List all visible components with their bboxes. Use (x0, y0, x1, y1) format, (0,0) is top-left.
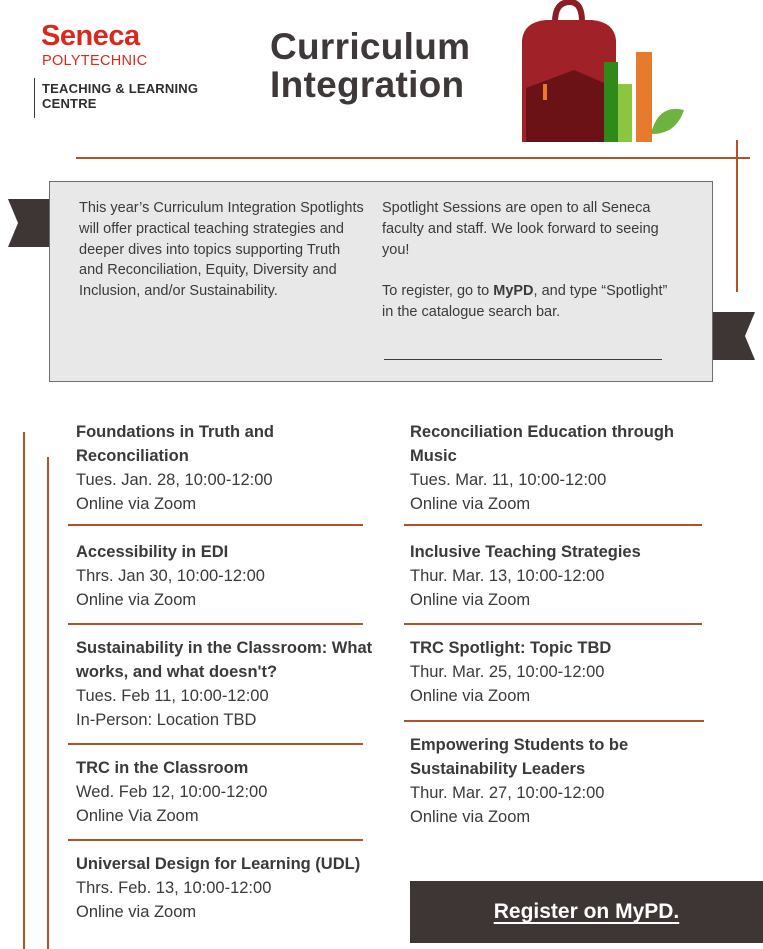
session-title: Reconciliation Education through Music (410, 423, 674, 465)
intro-left-text: This year’s Curriculum Integration Spotlights will offer practical teaching strategies and deeper dives into topics supporting Truth and Reconciliation, Equity, Diversity and Inclusion, and/or Sustainability. (79, 200, 364, 300)
session-separator (404, 524, 702, 526)
left-ribbon-decoration (8, 199, 52, 247)
title-line-2: Integration (270, 64, 465, 105)
session-location: Online via Zoom (410, 687, 531, 705)
session-item (410, 636, 710, 708)
session-date: Tues. Jan. 28, 10:00-12:00 (76, 471, 273, 489)
session-item (76, 420, 376, 516)
right-ribbon-decoration (712, 312, 755, 360)
register-on-mypd-link[interactable]: Register on MyPD. (493, 900, 680, 923)
session-separator (68, 623, 363, 625)
session-separator (404, 623, 702, 625)
session-separator (68, 524, 363, 526)
logo-divider (34, 78, 35, 118)
session-date: Thur. Mar. 27, 10:00-12:00 (410, 784, 605, 802)
leaf-icon (652, 109, 684, 134)
book-green-dark-icon (604, 62, 618, 142)
left-vertical-line-inner (47, 457, 49, 949)
header-divider-line (76, 157, 750, 159)
session-separator (404, 720, 704, 722)
session-title: Sustainability in the Classroom: What works, and what doesn't? (76, 639, 373, 681)
session-item (76, 540, 376, 612)
session-title: Inclusive Teaching Strategies (410, 543, 641, 561)
seneca-logo-wordmark: Seneca (41, 20, 140, 52)
session-separator (68, 743, 363, 745)
register-suffix: , and type “Spotlight” in the catalogue search bar. (382, 283, 668, 320)
session-date: Thrs. Jan 30, 10:00-12:00 (76, 567, 265, 585)
book-green-light-icon (618, 84, 632, 142)
book-orange-icon (636, 52, 652, 142)
session-title: Empowering Students to be Sustainability Leaders (410, 736, 629, 778)
session-date: Wed. Feb 12, 10:00-12:00 (76, 783, 268, 801)
signature-line (384, 359, 662, 360)
department-name (42, 81, 198, 111)
session-date: Thrs. Feb. 13, 10:00-12:00 (76, 879, 272, 897)
session-item (76, 636, 376, 732)
session-location: In-Person: Location TBD (76, 711, 257, 729)
session-location: Online via Zoom (410, 495, 531, 513)
backpack-books-illustration (510, 0, 690, 146)
intro-register-text (382, 281, 682, 323)
session-location: Online via Zoom (76, 903, 197, 921)
backpack-handle-icon (555, 2, 582, 22)
session-title: TRC Spotlight: Topic TBD (410, 639, 612, 657)
session-item (410, 420, 710, 516)
department-line-2: CENTRE (42, 96, 97, 111)
session-item (410, 733, 710, 829)
mypd-link[interactable]: MyPD (493, 283, 534, 300)
session-location: Online via Zoom (76, 495, 197, 513)
intro-open-text: Spotlight Sessions are open to all Seneca faculty and staff. We look forward to seeing you! (382, 200, 659, 258)
session-date: Thur. Mar. 25, 10:00-12:00 (410, 663, 605, 681)
session-item (76, 852, 376, 924)
session-item (410, 540, 710, 612)
session-date: Thur. Mar. 13, 10:00-12:00 (410, 567, 605, 585)
session-title: Foundations in Truth and Reconciliation (76, 423, 274, 465)
left-vertical-line-outer (23, 432, 25, 949)
session-title: TRC in the Classroom (76, 759, 249, 777)
session-title: Universal Design for Learning (UDL) (76, 855, 361, 873)
right-vertical-line (736, 140, 738, 292)
seneca-logo-subtitle: POLYTECHNIC (42, 53, 148, 69)
session-date: Tues. Feb 11, 10:00-12:00 (76, 687, 269, 705)
session-location: Online via Zoom (76, 591, 197, 609)
title-line-1: Curriculum (270, 26, 471, 67)
session-separator (68, 839, 363, 841)
session-title: Accessibility in EDI (76, 543, 229, 561)
page-title (270, 28, 470, 104)
backpack-zipper-icon (543, 84, 547, 100)
session-location: Online Via Zoom (76, 807, 199, 825)
department-line-1: TEACHING & LEARNING (42, 81, 199, 96)
session-date: Tues. Mar. 11, 10:00-12:00 (410, 471, 607, 489)
session-location: Online via Zoom (410, 808, 531, 826)
session-location: Online via Zoom (410, 591, 531, 609)
intro-right-text (382, 198, 682, 323)
register-prefix: To register, go to (382, 283, 494, 300)
session-item (76, 756, 376, 828)
